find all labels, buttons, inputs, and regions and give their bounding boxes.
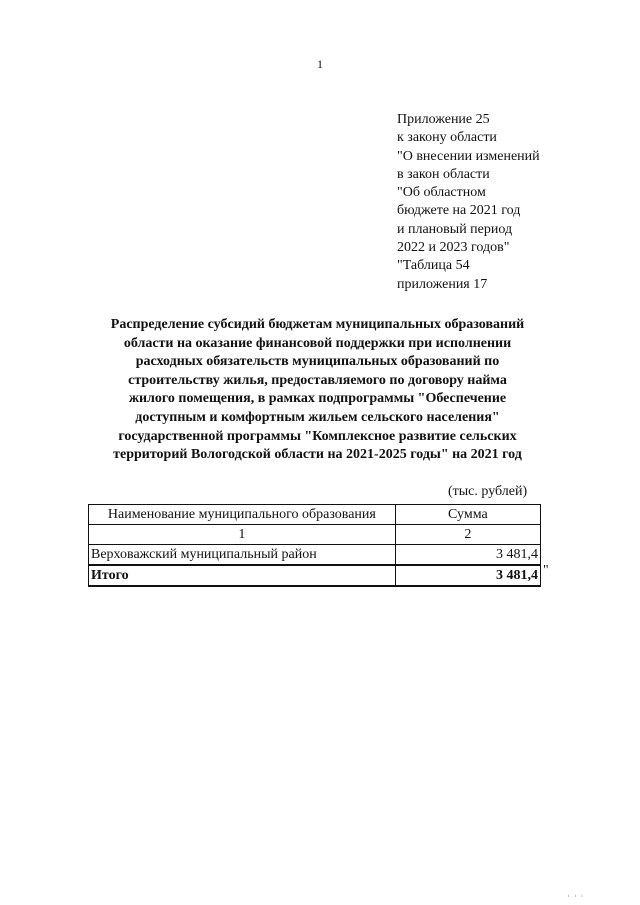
title-line: территорий Вологодской области на 2021-2025 годы" на 2021 год [113, 447, 522, 463]
appendix-line: "О внесении изменений [397, 148, 540, 164]
subsidy-table [88, 504, 541, 587]
appendix-line: в закон области [397, 166, 490, 182]
appendix-line: 2022 и 2023 годов" [397, 240, 510, 256]
total-sum: 3 481,4 [395, 565, 540, 586]
appendix-line: и плановый период [397, 221, 513, 237]
table-row [89, 545, 541, 566]
title-line: области на оказание финансовой поддержки при исполнении [123, 335, 512, 351]
appendix-line: приложения 17 [397, 276, 488, 292]
total-label: Итого [89, 565, 396, 586]
title-line: доступным и комфортным жильем сельского населения" [135, 409, 500, 425]
appendix-line: "Об областном [397, 185, 486, 201]
title-line: расходных обязательств муниципальных образований по [135, 354, 500, 370]
page-number: 1 [317, 57, 323, 71]
table-header-row [89, 505, 541, 525]
document-title [80, 316, 555, 465]
appendix-line: к закону области [397, 130, 497, 146]
total-row [89, 565, 541, 586]
title-line: строительству жилья, предоставляемого по договору найма [128, 372, 507, 388]
units-label: (тыс. рублей) [448, 484, 528, 499]
appendix-line: бюджете на 2021 год [397, 203, 521, 219]
title-line: жилого помещения, в рамках подпрограммы "Обеспечение [128, 391, 507, 407]
column-number-2: 2 [395, 525, 540, 545]
row-name: Верховажский муниципальный район [89, 545, 396, 566]
row-sum: 3 481,4 [395, 545, 540, 566]
appendix-line: "Таблица 54 [397, 258, 470, 274]
appendix-reference [397, 111, 540, 294]
footer-mark: ı ı ı [568, 894, 585, 899]
header-name: Наименование муниципального образования [89, 505, 396, 525]
header-sum: Сумма [395, 505, 540, 525]
appendix-line: Приложение 25 [397, 112, 490, 127]
closing-quote: " [543, 563, 549, 578]
title-line: Распределение субсидий бюджетам муниципальных образований [110, 317, 525, 332]
column-number-row [89, 525, 541, 545]
title-line: государственной программы "Комплексное развитие сельских [118, 428, 517, 444]
column-number-1: 1 [89, 525, 396, 545]
